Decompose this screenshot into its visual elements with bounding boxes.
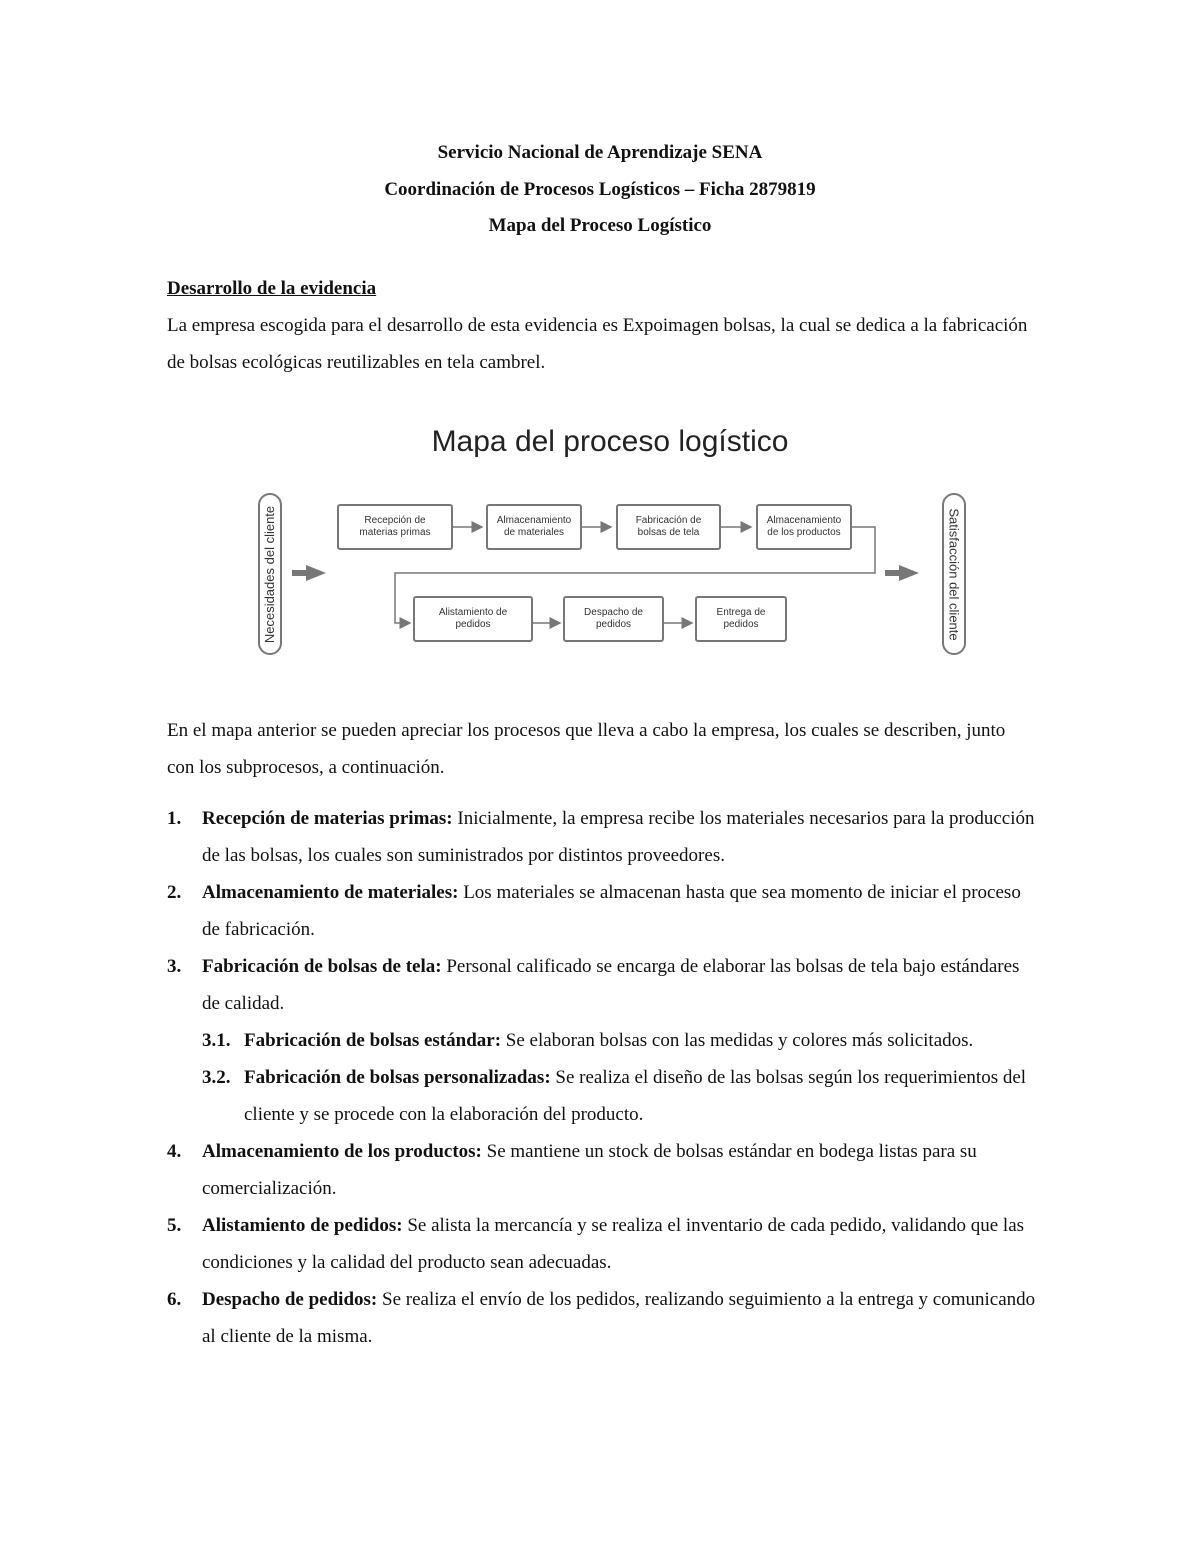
item-text: Se realiza el diseño de las bolsas según los requerimientos del cliente y se procede con la elaboración del producto. — [244, 1067, 1027, 1125]
list-item — [167, 800, 1037, 874]
diagram-title: Mapa del proceso logístico — [431, 425, 789, 458]
sub-list — [202, 1022, 1037, 1133]
list-item — [167, 1281, 1037, 1355]
header-course: Coordinación de Procesos Logísticos – Ficha 2879819 — [384, 179, 816, 200]
item-title: Fabricación de bolsas de tela: — [202, 956, 442, 977]
process-list — [167, 800, 1037, 1355]
item-title: Recepción de materias primas: — [202, 808, 453, 829]
item-number: 3.1. — [202, 1030, 231, 1051]
end-node-satisfaction — [942, 493, 966, 655]
item-text: Se mantiene un stock de bolsas estándar en bodega listas para su comercialización. — [202, 1141, 977, 1199]
item-text: Se elaboran bolsas con las medidas y colores más solicitados. — [501, 1030, 974, 1051]
list-item — [167, 1207, 1037, 1281]
process-box-order-prep: Alistamiento de pedidos — [413, 596, 533, 642]
item-title: Despacho de pedidos: — [202, 1289, 378, 1310]
header-institution: Servicio Nacional de Aprendizaje SENA — [437, 142, 763, 163]
item-number: 3.2. — [202, 1067, 231, 1088]
start-node-needs — [258, 493, 282, 655]
end-arrow — [885, 565, 919, 581]
process-box-manufacturing: Fabricación de bolsas de tela — [616, 504, 721, 550]
intro-paragraph: La empresa escogida para el desarrollo de esta evidencia es Expoimagen bolsas, la cual se dedica a la fabricación de bolsas ecológicas reutilizables en tela cambrel. — [167, 315, 1028, 373]
end-node-label: Satisfacción del cliente — [946, 507, 962, 641]
item-title: Alistamiento de pedidos: — [202, 1215, 403, 1236]
sub-list-item — [202, 1059, 1037, 1133]
header-doc-title: Mapa del Proceso Logístico — [488, 215, 712, 236]
item-number: 2. — [167, 882, 182, 903]
process-box-reception: Recepción de materias primas — [337, 504, 453, 550]
item-number: 1. — [167, 808, 182, 829]
list-item — [167, 874, 1037, 948]
item-number: 5. — [167, 1215, 182, 1236]
item-number: 4. — [167, 1141, 182, 1162]
process-box-delivery: Entrega de pedidos — [695, 596, 787, 642]
sub-list-item — [202, 1022, 1037, 1059]
diagram-explanation: En el mapa anterior se pueden apreciar los procesos que lleva a cabo la empresa, los cuales se describen, junto con los subprocesos, a continuación. — [167, 720, 1006, 778]
item-number: 3. — [167, 956, 182, 977]
start-node-label: Necesidades del cliente — [262, 505, 278, 643]
process-box-dispatch: Despacho de pedidos — [563, 596, 664, 642]
item-title: Almacenamiento de los productos: — [202, 1141, 482, 1162]
item-number: 6. — [167, 1289, 182, 1310]
process-box-material-storage: Almacenamiento de materiales — [486, 504, 582, 550]
section-title: Desarrollo de la evidencia — [167, 278, 377, 299]
list-item — [167, 1133, 1037, 1207]
process-map-diagram — [230, 415, 990, 665]
item-title: Almacenamiento de materiales: — [202, 882, 459, 903]
item-text: Personal calificado se encarga de elaborar las bolsas de tela bajo estándares de calidad. — [202, 956, 1020, 1014]
item-title: Fabricación de bolsas personalizadas: — [244, 1067, 551, 1088]
item-text: Los materiales se almacenan hasta que sea momento de iniciar el proceso de fabricación. — [202, 882, 1021, 940]
process-box-product-storage: Almacenamiento de los productos — [756, 504, 852, 550]
item-text: Inicialmente, la empresa recibe los materiales necesarios para la producción de las bolsas, los cuales son suministrados por distintos proveedores. — [202, 808, 1035, 866]
start-arrow — [292, 565, 326, 581]
item-text: Se realiza el envío de los pedidos, realizando seguimiento a la entrega y comunicando al cliente de la misma. — [202, 1289, 1036, 1347]
item-title: Fabricación de bolsas estándar: — [244, 1030, 502, 1051]
list-item — [167, 948, 1037, 1133]
item-text: Se alista la mercancía y se realiza el inventario de cada pedido, validando que las condiciones y la calidad del producto sean adecuadas. — [202, 1215, 1025, 1273]
